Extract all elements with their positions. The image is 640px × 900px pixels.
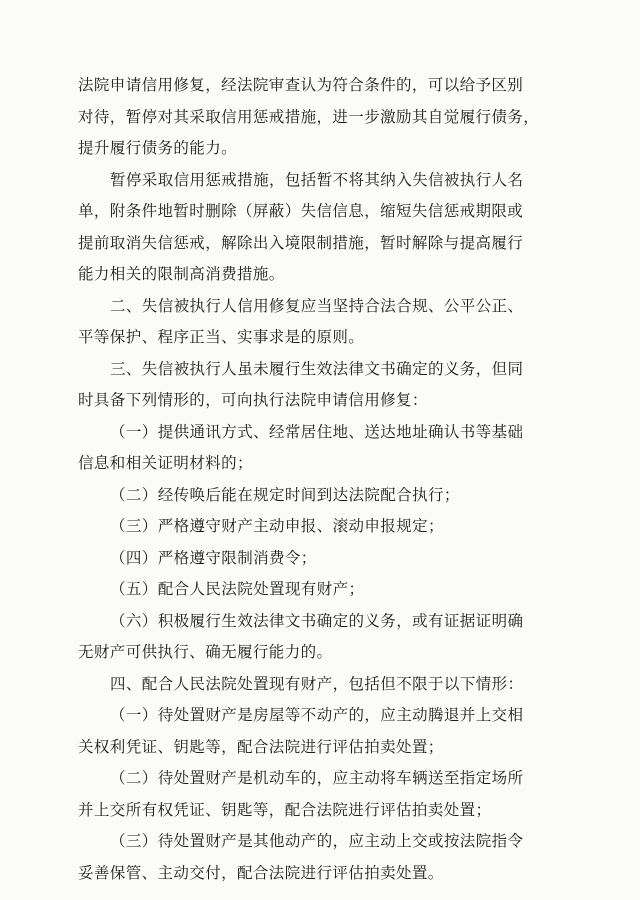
text-line: 时具备下列情形的，可向执行法院申请信用修复：	[78, 391, 428, 409]
text-line: （四）严格遵守限制消费令；	[110, 548, 317, 567]
paragraph-7	[78, 511, 588, 543]
text-line: （一）待处置财产是房屋等不动产的，应主动腾退并上交相	[110, 706, 524, 724]
text-line: 暂停采取信用惩戒措施，包括暂不将其纳入失信被执行人名	[110, 170, 524, 189]
paragraph-13	[78, 763, 588, 826]
text-line: （一）提供通讯方式、经常居住地、送达地址确认书等基础	[110, 422, 524, 441]
paragraph-1	[78, 70, 588, 165]
paragraph-5	[78, 417, 588, 480]
text-line: 平等保护、程序正当、实事求是的原则。	[78, 328, 365, 346]
paragraph-12	[78, 700, 588, 763]
paragraph-10	[78, 606, 588, 669]
text-line: 能力相关的限制高消费措施。	[78, 265, 285, 283]
text-line: （二）经传唤后能在规定时间到达法院配合执行；	[110, 485, 460, 504]
text-line: 妥善保管、主动交付，配合法院进行评估拍卖处置。	[78, 863, 444, 882]
text-line: （五）配合人民法院处置现有财产；	[110, 580, 365, 598]
text-line: （二）待处置财产是机动车的，应主动将车辆送至指定场所	[110, 769, 524, 787]
text-line: 单，附条件地暂时删除（屏蔽）失信信息，缩短失信惩戒期限或	[78, 202, 524, 220]
text-line: （六）积极履行生效法律文书确定的义务，或有证据证明确	[110, 611, 524, 630]
text-line: 提前取消失信惩戒，解除出入境限制措施，暂时解除与提高履行	[78, 233, 524, 252]
text-line: 三、失信被执行人虽未履行生效法律文书确定的义务，但同	[110, 359, 524, 378]
paragraph-11	[78, 669, 588, 701]
paragraph-6	[78, 480, 588, 512]
text-line: 提升履行债务的能力。	[78, 139, 238, 157]
text-line: 信息和相关证明材料的；	[78, 454, 253, 472]
text-line: 无财产可供执行、确无履行能力的。	[78, 643, 333, 661]
text-line: 法院申请信用修复，经法院审查认为符合条件的，可以给予区别	[78, 76, 524, 94]
paragraph-14	[78, 826, 588, 889]
text-line: 关权利凭证、钥匙等，配合法院进行评估拍卖处置；	[78, 737, 444, 756]
text-line: 并上交所有权凭证、钥匙等，配合法院进行评估拍卖处置；	[78, 800, 492, 819]
paragraph-2	[78, 165, 588, 291]
text-line: 对待，暂停对其采取信用惩戒措施，进一步激励其自觉履行债务，	[78, 107, 540, 126]
paragraph-3	[78, 291, 588, 354]
text-line: 二、失信被执行人信用修复应当坚持合法合规、公平公正、	[110, 296, 524, 315]
text-line: （三）严格遵守财产主动申报、滚动申报规定；	[110, 517, 444, 535]
document-body	[78, 70, 588, 889]
paragraph-9	[78, 574, 588, 606]
text-line: 四、配合人民法院处置现有财产，包括但不限于以下情形：	[110, 674, 524, 693]
paragraph-8	[78, 543, 588, 575]
paragraph-4	[78, 354, 588, 417]
text-line: （三）待处置财产是其他动产的，应主动上交或按法院指令	[110, 832, 524, 850]
